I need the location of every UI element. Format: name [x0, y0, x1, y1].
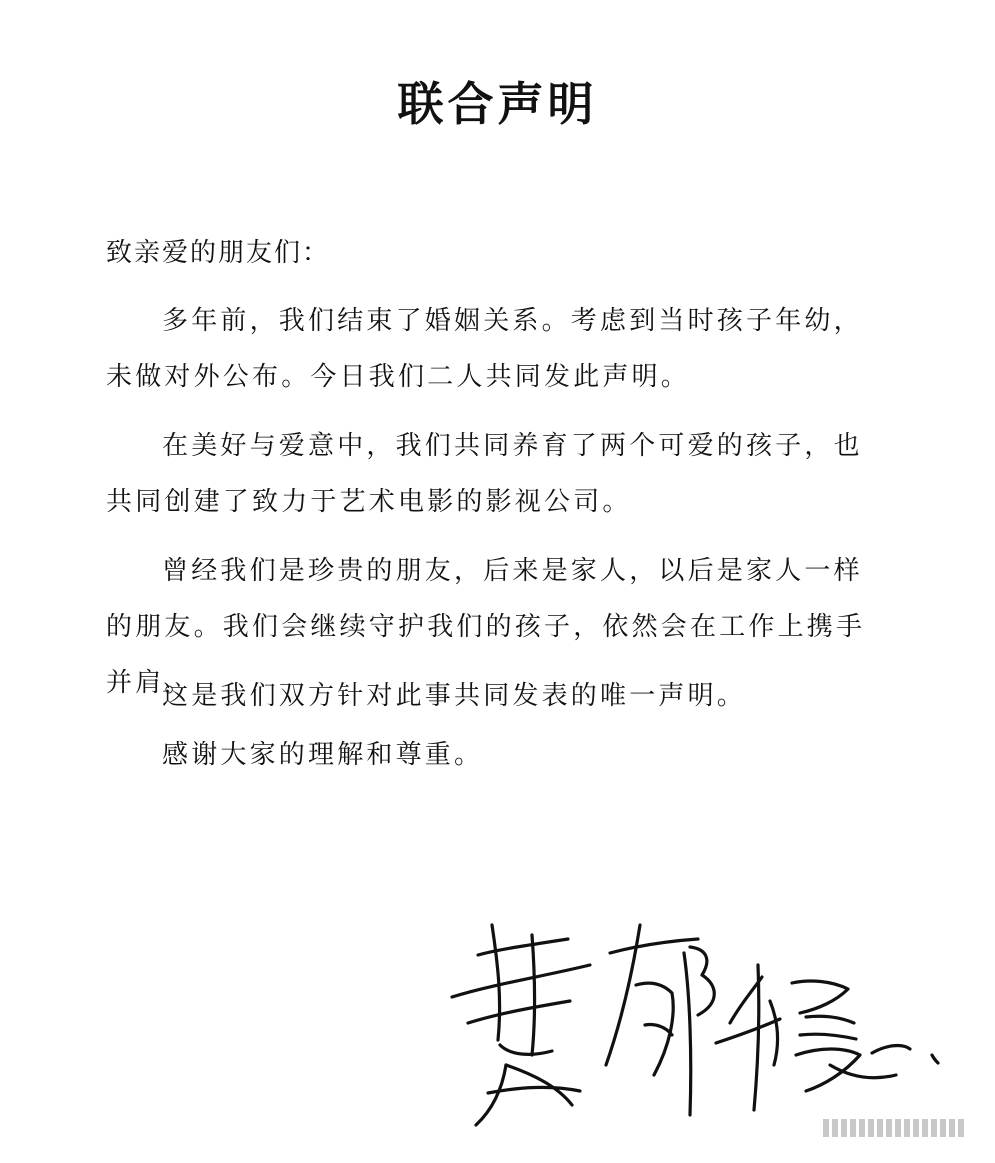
platform-watermark-icon [823, 1115, 973, 1141]
paragraph-2: 在美好与爱意中，我们共同养育了两个可爱的孩子，也共同创建了致力于艺术电影的影视公司。 [106, 431, 863, 517]
handwritten-signature [440, 905, 950, 1135]
paragraph-5: 感谢大家的理解和尊重。 [162, 740, 484, 770]
paragraph-1: 多年前，我们结束了婚姻关系。考虑到当时孩子年幼，未做对外公布。今日我们二人共同发此声明。 [106, 306, 863, 392]
paragraph-4: 这是我们双方针对此事共同发表的唯一声明。 [162, 681, 747, 711]
salutation: 致亲爱的朋友们： [106, 238, 331, 268]
paragraph-3: 曾经我们是珍贵的朋友，后来是家人，以后是家人一样的朋友。我们会继续守护我们的孩子，依然会在工作上携手并肩。 [106, 556, 866, 698]
document-title: 联合声明 [397, 77, 598, 131]
